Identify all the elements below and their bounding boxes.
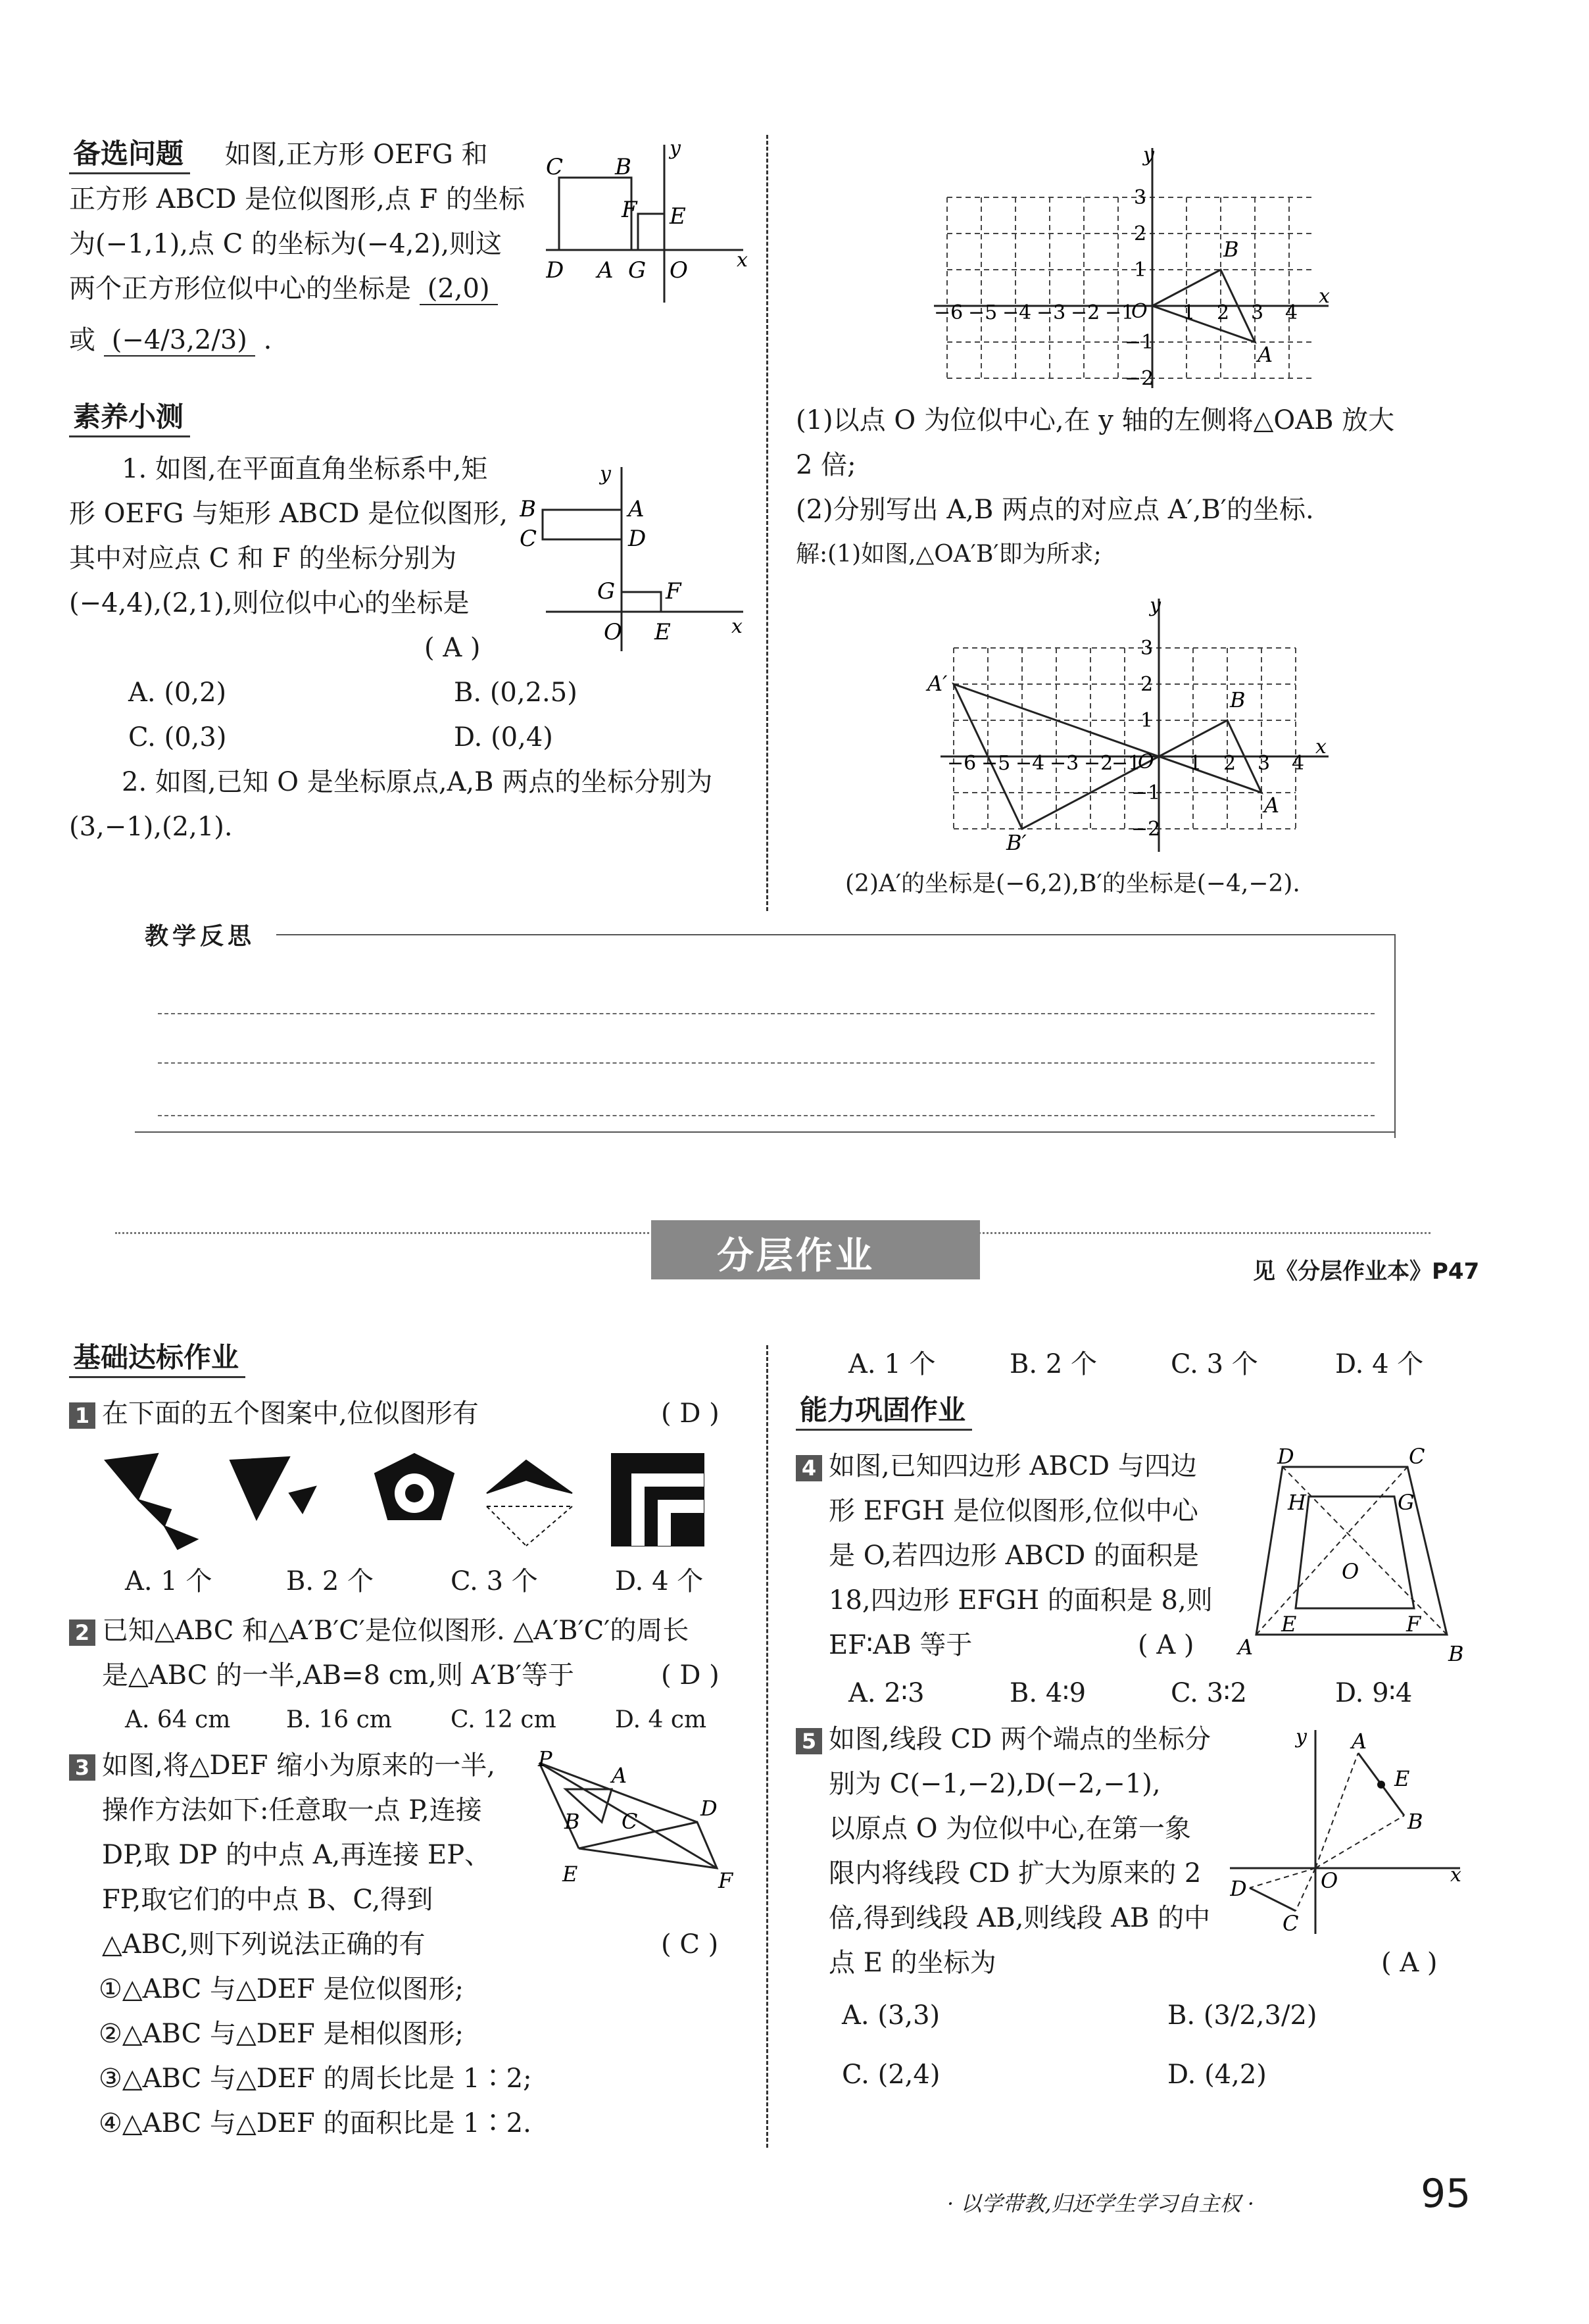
svg-text:−5: −5 <box>981 752 1011 775</box>
svg-text:O: O <box>1342 1559 1359 1584</box>
svg-text:H: H <box>1288 1490 1306 1515</box>
r-q4-line-0: 如图,已知四边形 ABCD 与四边 <box>829 1451 1197 1481</box>
question-number-1: 1 <box>69 1402 95 1429</box>
b-q3-line-4: △ABC,则下列说法正确的有 <box>102 1929 426 1960</box>
svg-text:C: C <box>1409 1447 1425 1469</box>
svg-text:O: O <box>1321 1868 1338 1893</box>
b-q3-line-3: FP,取它们的中点 B、C,得到 <box>102 1885 433 1915</box>
svg-text:D: D <box>628 526 647 552</box>
svg-text:D: D <box>1277 1447 1294 1469</box>
b-q3-option-d: D. 4 个 <box>1335 1349 1424 1379</box>
svg-text:F: F <box>622 197 637 223</box>
skill-test-tag: 素养小测 <box>69 401 190 437</box>
b-q1-option-a: A. 1 个 <box>125 1566 212 1596</box>
b-q3-line-1: 操作方法如下:任意取一点 P,连接 <box>102 1795 482 1825</box>
svg-text:3: 3 <box>1251 301 1264 324</box>
reflection-writing-line-1 <box>158 1013 1375 1014</box>
r-q5-line-1: 别为 C(−1,−2),D(−2,−1), <box>829 1769 1161 1799</box>
r-q4-option-b: B. 4∶9 <box>1010 1678 1087 1708</box>
q2-part1: (1)以点 O 为位似中心,在 y 轴的左侧将△OAB 放大 <box>796 405 1395 435</box>
b-q1-option-b: B. 2 个 <box>286 1566 374 1596</box>
svg-text:O: O <box>1138 751 1154 774</box>
r-q4-line-2: 是 O,若四边形 ABCD 的面积是 <box>829 1541 1200 1571</box>
b-q2-option-b: B. 16 cm <box>286 1706 392 1733</box>
r-q4-figure <box>1236 1447 1473 1664</box>
r-q5-options-row2 <box>796 2052 1493 2097</box>
svg-text:C: C <box>622 1809 638 1834</box>
ability-homework-header <box>796 1388 972 1433</box>
svg-text:E: E <box>670 203 686 230</box>
r-q4 <box>796 1444 1256 1668</box>
r-q5-answer: ( A ) <box>1381 1948 1438 1978</box>
svg-text:B: B <box>1407 1809 1423 1834</box>
svg-text:−1: −1 <box>1105 301 1135 324</box>
svg-text:E: E <box>654 619 671 645</box>
column-divider-bottom <box>766 1345 768 2148</box>
q2-part1-cont: 2 倍; <box>796 450 856 480</box>
q1-option-a: A. (0,2) <box>128 678 227 708</box>
r-q5-options-row1 <box>796 1993 1493 2038</box>
q1-option-b: B. (0,2.5) <box>454 678 577 708</box>
svg-text:A: A <box>1264 793 1280 818</box>
r-q5-option-c: C. (2,4) <box>842 2060 941 2090</box>
solution-grid-figure <box>921 592 1342 855</box>
svg-text:y: y <box>1150 594 1161 617</box>
q1-line-2: 其中对应点 C 和 F 的坐标分别为 <box>69 543 457 574</box>
svg-text:D: D <box>546 257 564 284</box>
alt-line-1: 正方形 ABCD 是位似图形,点 F 的坐标 <box>69 184 526 214</box>
b-q3-option-b: B. 2 个 <box>1010 1349 1097 1379</box>
svg-text:B′: B′ <box>1006 830 1027 855</box>
r-q5-line-5: 点 E 的坐标为 <box>829 1948 996 1978</box>
alt-answer-1: (2,0) <box>420 274 498 305</box>
q2-line-1: (3,−1),(2,1). <box>69 812 233 842</box>
svg-text:1: 1 <box>1189 752 1202 775</box>
question-number-5: 5 <box>796 1728 822 1754</box>
svg-text:−6: −6 <box>934 301 964 324</box>
svg-text:x: x <box>1315 735 1327 758</box>
svg-text:1: 1 <box>1183 301 1196 324</box>
svg-text:3: 3 <box>1140 637 1154 660</box>
r-q5-line-3: 限内将线段 CD 扩大为原来的 2 <box>829 1858 1202 1889</box>
svg-text:B: B <box>1448 1641 1464 1664</box>
svg-text:A: A <box>612 1763 627 1788</box>
ability-homework-tag: 能力巩固作业 <box>796 1394 972 1431</box>
r-q4-line-3: 18,四边形 EFGH 的面积是 8,则 <box>829 1585 1213 1616</box>
svg-text:−5: −5 <box>968 301 998 324</box>
svg-text:E: E <box>562 1862 578 1887</box>
question-number-2: 2 <box>69 1619 95 1646</box>
svg-text:−2: −2 <box>1071 301 1100 324</box>
alt-problem: 备选问题 如图,正方形 OEFG 和 正方形 ABCD 是位似图形,点 F 的坐标 为(−1,1),点 C 的坐标为(−4,2),则这 两个正方形位似中心的坐标是 (2,0) 或 (−4/3,2/3) . <box>69 132 753 362</box>
r-q4-options <box>796 1671 1493 1716</box>
b-q3-item-3: ③△ABC 与△DEF 的周长比是 1∶2; <box>99 2064 532 2094</box>
svg-text:y: y <box>1296 1725 1307 1748</box>
svg-text:1: 1 <box>1140 709 1154 732</box>
svg-text:−4: −4 <box>1002 301 1032 324</box>
svg-text:A: A <box>1352 1729 1367 1754</box>
b-q2-line-0: 已知△ABC 和△A′B′C′是位似图形. △A′B′C′的周长 <box>102 1616 689 1646</box>
r-q4-option-d: D. 9∶4 <box>1335 1678 1413 1708</box>
r-q5-option-a: A. (3,3) <box>842 2000 941 2031</box>
b-q3-answer: ( C ) <box>661 1929 719 1960</box>
solution-1: 解:(1)如图,△OA′B′即为所求; <box>796 541 1102 568</box>
banner-bar <box>651 1220 980 1279</box>
svg-text:y: y <box>670 138 681 160</box>
b-q3-option-c: C. 3 个 <box>1171 1349 1258 1379</box>
svg-text:x: x <box>1450 1864 1461 1887</box>
svg-text:−3: −3 <box>1050 752 1079 775</box>
alt-answer-2: (−4/3,2/3) <box>104 325 255 357</box>
b-q3-figure <box>526 1750 750 1908</box>
r-q4-option-c: C. 3∶2 <box>1171 1678 1247 1708</box>
b-q1-options <box>69 1559 753 1604</box>
r-q5-option-d: D. (4,2) <box>1167 2060 1267 2090</box>
svg-text:3: 3 <box>1134 186 1147 209</box>
b-q2-option-c: C. 12 cm <box>451 1706 556 1733</box>
svg-text:B: B <box>520 496 536 522</box>
svg-text:3: 3 <box>1258 752 1271 775</box>
b-q1-option-c: C. 3 个 <box>451 1566 538 1596</box>
alt-problem-tag: 备选问题 <box>69 137 190 174</box>
r-q5 <box>796 1717 1256 1985</box>
reflection-title: 教学反思 <box>145 923 256 950</box>
alt-problem-figure <box>546 138 756 303</box>
svg-text:2: 2 <box>1134 222 1147 245</box>
svg-text:x: x <box>731 615 743 638</box>
question-number-4: 4 <box>796 1455 822 1481</box>
reflection-bottom-line <box>135 1131 1394 1133</box>
svg-text:P: P <box>538 1750 552 1771</box>
svg-text:C: C <box>546 154 564 180</box>
svg-text:1: 1 <box>1134 259 1147 282</box>
svg-text:−2: −2 <box>1125 367 1154 390</box>
q2-part2: (2)分别写出 A,B 两点的对应点 A′,B′的坐标. <box>796 495 1314 525</box>
svg-text:−3: −3 <box>1037 301 1066 324</box>
b-q2 <box>69 1608 753 1743</box>
svg-text:G: G <box>628 257 647 284</box>
column-divider-top <box>766 135 768 911</box>
r-q4-line-4: EF∶AB 等于 <box>829 1630 973 1660</box>
banner-reference: 见《分层作业本》P47 <box>1253 1258 1480 1285</box>
svg-text:2: 2 <box>1217 301 1230 324</box>
svg-text:−1: −1 <box>1112 752 1141 775</box>
svg-text:A: A <box>597 257 614 284</box>
reflection-writing-line-3 <box>158 1115 1375 1116</box>
svg-text:−1: −1 <box>1131 781 1161 804</box>
b-q3-item-4: ④△ABC 与△DEF 的面积比是 1∶2. <box>99 2108 531 2139</box>
svg-text:y: y <box>1143 143 1154 166</box>
alt-line-0: 如图,正方形 OEFG 和 <box>224 139 488 170</box>
svg-text:B: B <box>1223 237 1239 262</box>
b-q1-text: 在下面的五个图案中,位似图形有 <box>102 1398 479 1429</box>
svg-text:−6: −6 <box>947 752 977 775</box>
q1-option-d: D. (0,4) <box>454 722 553 753</box>
svg-text:F: F <box>718 1868 733 1893</box>
r-q4-line-1: 形 EFGH 是位似图形,位似中心 <box>829 1496 1198 1526</box>
q1-option-c: C. (0,3) <box>128 722 227 753</box>
b-q3-item-1: ①△ABC 与△DEF 是位似图形; <box>99 1974 464 2004</box>
b-q3-item-2: ②△ABC 与△DEF 是相似图形; <box>99 2019 464 2049</box>
r-q5-option-b: B. (3/2,3/2) <box>1167 2000 1317 2031</box>
svg-text:B: B <box>1230 687 1246 712</box>
b-q3-line-2: DP,取 DP 的中点 A,再连接 EP、 <box>102 1840 491 1870</box>
b-q3-line-0: 如图,将△DEF 缩小为原来的一半, <box>102 1750 495 1781</box>
q1-figure <box>520 460 756 651</box>
midpoint-e-dot <box>1377 1781 1385 1789</box>
b-q2-option-a: A. 64 cm <box>125 1706 231 1733</box>
svg-text:D: D <box>1230 1876 1247 1901</box>
svg-text:y: y <box>600 462 611 485</box>
svg-text:C: C <box>1283 1911 1299 1936</box>
svg-text:B: B <box>564 1809 580 1834</box>
svg-text:E: E <box>1281 1612 1297 1637</box>
r-q4-option-a: A. 2∶3 <box>848 1678 925 1708</box>
svg-text:x: x <box>737 249 748 272</box>
svg-text:D: D <box>700 1796 718 1821</box>
basic-homework-header <box>69 1335 245 1381</box>
q1-answer: ( A ) <box>424 633 481 663</box>
r-q5-line-4: 倍,得到线段 AB,则线段 AB 的中 <box>829 1903 1211 1933</box>
svg-text:x: x <box>1319 285 1330 308</box>
b-q3-options <box>796 1342 1493 1387</box>
footer-motto: · 以学带教,归还学生学习自主权 · <box>947 2191 1254 2216</box>
b-q3-option-a: A. 1 个 <box>848 1349 936 1379</box>
b-q1-option-d: D. 4 个 <box>615 1566 704 1596</box>
q2-line-0: 2. 如图,已知 O 是坐标原点,A,B 两点的坐标分别为 <box>122 767 713 797</box>
svg-text:4: 4 <box>1285 301 1298 324</box>
svg-text:2: 2 <box>1223 752 1236 775</box>
page-number: 95 <box>1421 2171 1471 2217</box>
r-q5-line-0: 如图,线段 CD 两个端点的坐标分 <box>829 1724 1211 1754</box>
svg-text:A: A <box>1258 342 1273 367</box>
svg-text:4: 4 <box>1292 752 1305 775</box>
q1-line-3: (−4,4),(2,1),则位似中心的坐标是 <box>69 588 470 618</box>
svg-text:O: O <box>670 257 688 284</box>
svg-text:E: E <box>1394 1766 1410 1791</box>
r-q5-line-2: 以原点 O 为位似中心,在第一象 <box>829 1814 1191 1844</box>
b-q2-option-d: D. 4 cm <box>615 1706 707 1733</box>
q1-line-1: 形 OEFG 与矩形 ABCD 是位似图形, <box>69 499 508 529</box>
svg-text:G: G <box>597 578 616 605</box>
alt-line-3: 两个正方形位似中心的坐标是 <box>69 274 411 304</box>
solution-2: (2)A′的坐标是(−6,2),B′的坐标是(−4,−2). <box>845 870 1300 897</box>
banner-title: 分层作业 <box>717 1235 875 1277</box>
svg-text:A: A <box>1238 1635 1254 1660</box>
svg-text:−2: −2 <box>1084 752 1113 775</box>
svg-text:−1: −1 <box>1125 331 1154 354</box>
five-patterns-figure <box>99 1447 717 1566</box>
svg-text:2: 2 <box>1140 673 1154 696</box>
reflection-writing-line-2 <box>158 1062 1375 1064</box>
svg-text:A: A <box>628 496 645 522</box>
svg-text:C: C <box>520 526 537 552</box>
svg-text:G: G <box>1398 1490 1415 1515</box>
b-q2-answer: ( D ) <box>661 1660 720 1691</box>
alt-answer-prefix: 或 <box>69 325 95 355</box>
basic-homework-tag: 基础达标作业 <box>69 1341 245 1378</box>
b-q1 <box>69 1391 753 1436</box>
question-number-3: 3 <box>69 1754 95 1781</box>
reflection-right-line <box>1394 934 1396 1138</box>
b-q2-line-1: 是△ABC 的一半,AB=8 cm,则 A′B′等于 <box>102 1660 574 1691</box>
reflection-top-line <box>276 934 1394 935</box>
q1-line-0: 1. 如图,在平面直角坐标系中,矩 <box>122 454 488 484</box>
b-q1-answer: ( D ) <box>661 1398 720 1429</box>
svg-text:F: F <box>666 578 681 605</box>
r-q4-answer: ( A ) <box>1138 1630 1194 1660</box>
q2-grid-figure <box>934 141 1342 391</box>
r-q5-figure <box>1230 1723 1467 1941</box>
alt-line-2: 为(−1,1),点 C 的坐标为(−4,2),则这 <box>69 229 502 259</box>
svg-text:−4: −4 <box>1015 752 1045 775</box>
svg-text:F: F <box>1406 1612 1421 1637</box>
svg-text:O: O <box>1131 300 1148 323</box>
svg-text:−2: −2 <box>1131 818 1161 841</box>
svg-text:A′: A′ <box>927 671 948 696</box>
svg-text:O: O <box>604 619 622 645</box>
svg-text:B: B <box>615 154 631 180</box>
q2-text <box>796 398 1493 577</box>
